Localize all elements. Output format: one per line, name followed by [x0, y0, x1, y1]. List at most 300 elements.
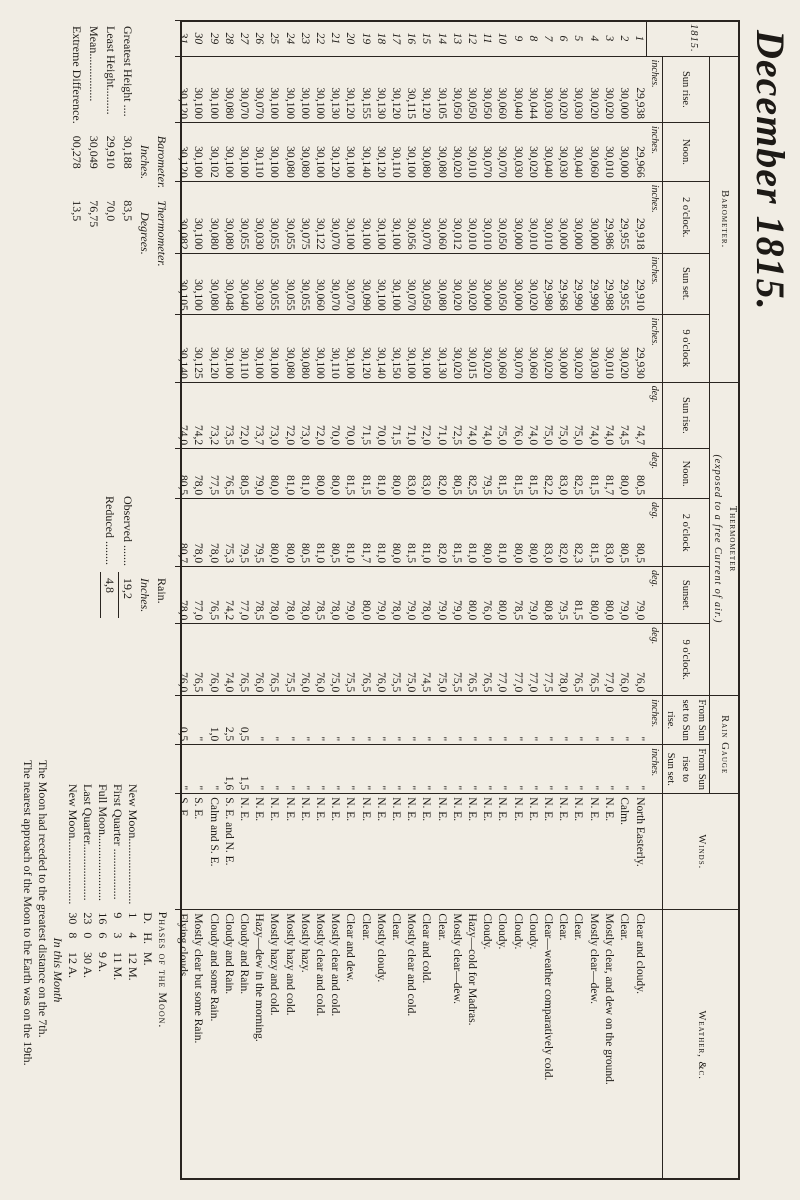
moon-phase-day: 30: [66, 912, 80, 925]
therm-9-cell: 75,0: [433, 624, 448, 696]
therm-sunset-cell: 77,0: [190, 567, 205, 624]
therm-noon-cell: 81,0: [281, 449, 296, 499]
unit-deg: deg.: [647, 567, 663, 624]
bar-9-cell: 30,130: [433, 314, 448, 382]
bar-2-cell: 30,010: [525, 181, 540, 253]
therm-noon-cell: 81,5: [342, 449, 357, 499]
day-cell: 12: [464, 21, 479, 57]
table-row: [509, 21, 524, 1181]
bar-2-cell: 30,070: [327, 181, 342, 253]
bar-sunrise-header: Sun rise.: [662, 56, 709, 122]
therm-9-cell: 76,5: [236, 624, 251, 696]
rain-night-cell: ": [601, 696, 616, 745]
wind-cell: N. E.: [251, 794, 266, 910]
rain-night-cell: ": [342, 696, 357, 745]
wind-cell: S. E.: [175, 794, 190, 910]
summary-therm-header: Thermometer.: [155, 200, 169, 267]
day-cell: 29: [205, 21, 220, 57]
unit-deg: deg.: [647, 624, 663, 696]
therm-noon-cell: 82,5: [464, 449, 479, 499]
bar-sunset-cell: 29,910: [631, 253, 647, 314]
rain-day-cell: ": [388, 745, 403, 794]
bar-2-cell: 30,010: [540, 181, 555, 253]
summary-label: Mean................: [87, 26, 101, 102]
wind-cell: S. E. and N. E.: [221, 794, 236, 910]
bar-noon-cell: 30,060: [585, 123, 600, 182]
weather-cell: Clear and dew.: [342, 910, 357, 1180]
therm-2-cell: 79,5: [251, 499, 266, 567]
bar-sunset-cell: 29,990: [570, 253, 585, 314]
bar-noon-cell: 30,120: [175, 123, 190, 182]
bar-sunrise-cell: 30,130: [373, 56, 388, 122]
weather-cell: Flying clouds.: [175, 910, 190, 1180]
day-cell: 25: [266, 21, 281, 57]
therm-sunset-cell: 78,0: [266, 567, 281, 624]
bar-sunrise-cell: 29,938: [631, 56, 647, 122]
rain-night-cell: ": [190, 696, 205, 745]
therm-2-cell: 81,7: [357, 499, 372, 567]
summary-bar-value: 29,910: [104, 135, 118, 169]
rain-day-cell: ": [631, 745, 647, 794]
therm-sunset-cell: 78,0: [175, 567, 190, 624]
rain-day-cell: ": [342, 745, 357, 794]
therm-noon-cell: 83,0: [418, 449, 433, 499]
table-row: [281, 21, 296, 1181]
rain-observed-value: 19,2: [121, 577, 135, 599]
therm-sunrise-cell: 70,0: [373, 382, 388, 448]
day-cell: 4: [585, 21, 600, 57]
bar-2-cell: 30,010: [464, 181, 479, 253]
bar-sunset-cell: 29,955: [616, 253, 631, 314]
bar-sunrise-cell: 30,030: [540, 56, 555, 122]
bar-sunrise-cell: 30,100: [297, 56, 312, 122]
bar-sunset-cell: 30,000: [479, 253, 494, 314]
table-row: [342, 21, 357, 1181]
unit-rain: inches.: [647, 696, 663, 745]
table-row: [388, 21, 403, 1181]
table-row: [540, 21, 555, 1181]
barometer-header: Barometer.: [709, 56, 740, 382]
bar-2-cell: 30,000: [585, 181, 600, 253]
therm-noon-cell: 81,5: [509, 449, 524, 499]
weather-cell: Clear.: [388, 910, 403, 1180]
bar-sunrise-cell: 30,044: [525, 56, 540, 122]
bar-9-cell: 30,110: [327, 314, 342, 382]
bar-2-cell: 30,082: [175, 181, 190, 253]
wind-cell: N. E.: [357, 794, 372, 910]
rain-night-cell: ": [509, 696, 524, 745]
bar-sunrise-cell: 30,100: [190, 56, 205, 122]
weather-cell: Cloudy.: [509, 910, 524, 1180]
wind-cell: N. E.: [479, 794, 494, 910]
moon-phase-hour: 4: [126, 932, 140, 939]
therm-noon-cell: 82,0: [433, 449, 448, 499]
rain-night-cell: 0,5: [236, 696, 251, 745]
unit-deg: deg.: [647, 449, 663, 499]
bar-noon-cell: 30,030: [555, 123, 570, 182]
weather-cell: Clear.: [357, 910, 372, 1180]
moon-phase-hour: 3: [111, 932, 125, 939]
therm-sunset-cell: 79,5: [555, 567, 570, 624]
therm-sunrise-cell: 73,0: [266, 382, 281, 448]
weather-cell: Cloudy and some Rain.: [205, 910, 220, 1180]
bar-9-cell: 30,020: [616, 314, 631, 382]
therm-sunset-cell: 79,0: [616, 567, 631, 624]
bar-2-cell: 30,055: [236, 181, 251, 253]
bar-sunrise-cell: 30,120: [418, 56, 433, 122]
therm-2-cell: 80,0: [266, 499, 281, 567]
therm-sunset-cell: 79,0: [631, 567, 647, 624]
table-row: [327, 21, 342, 1181]
bar-sunrise-cell: 30,100: [266, 56, 281, 122]
day-cell: 20: [342, 21, 357, 57]
therm-9-cell: 76,5: [190, 624, 205, 696]
wind-cell: Calm.: [616, 794, 631, 910]
bar-sunset-cell: 30,040: [236, 253, 251, 314]
weather-cell: Clear and cold.: [418, 910, 433, 1180]
summary-therm-value: 70,0: [104, 200, 118, 222]
therm-sunrise-cell: 74,7: [631, 382, 647, 448]
therm-sunset-cell: 80,8: [540, 567, 555, 624]
therm-sunrise-cell: 71,0: [433, 382, 448, 448]
therm-sunset-cell: 79,0: [525, 567, 540, 624]
wind-cell: N. E.: [433, 794, 448, 910]
table-row: [266, 21, 281, 1181]
therm-2-cell: 78,0: [190, 499, 205, 567]
bar-sunset-cell: 30,100: [388, 253, 403, 314]
moon-phase-row: [80, 780, 95, 985]
therm-9-cell: 76,0: [175, 624, 190, 696]
bar-2-cell: 30,000: [555, 181, 570, 253]
therm-sunrise-cell: 74,0: [601, 382, 616, 448]
rain-day-cell: ": [205, 745, 220, 794]
unit-inches: inches.: [647, 314, 663, 382]
therm-2-cell: 80,0: [479, 499, 494, 567]
therm-sunrise-cell: 72,0: [236, 382, 251, 448]
bar-9-cell: 29,930: [631, 314, 647, 382]
rain-night-header: From Sun set to Sun rise.: [662, 696, 709, 745]
bar-9-cell: 30,110: [236, 314, 251, 382]
bar-2-cell: 30,030: [251, 181, 266, 253]
bar-2-cell: 29,918: [631, 181, 647, 253]
bar-9-cell: 30,020: [479, 314, 494, 382]
bar-noon-cell: 30,010: [601, 123, 616, 182]
bar-9-cell: 30,080: [281, 314, 296, 382]
therm-noon-cell: 78,0: [190, 449, 205, 499]
therm-2-cell: 81,0: [464, 499, 479, 567]
rain-observed-label: Observed .......: [120, 496, 135, 566]
therm-2-cell: 81,0: [342, 499, 357, 567]
therm-sunset-cell: 79,0: [342, 567, 357, 624]
remark-line-1: The Moon had receded to the greatest distance on the 7th.: [36, 760, 50, 1038]
therm-sunset-cell: 79,0: [403, 567, 418, 624]
thermometer-subtitle: (exposed to a free Current of air.): [711, 454, 723, 624]
therm-noon-cell: 81,5: [494, 449, 509, 499]
table-row: [585, 21, 600, 1181]
table-row: [449, 21, 464, 1181]
bar-sunset-cell: 30,070: [327, 253, 342, 314]
bar-2-cell: 30,055: [281, 181, 296, 253]
table-row: [616, 21, 631, 1181]
moon-phase-day: 16: [96, 912, 110, 925]
day-cell: 23: [297, 21, 312, 57]
summary-row: [85, 20, 102, 273]
therm-noon-cell: 81,0: [297, 449, 312, 499]
bar-2-cell: 30,012: [449, 181, 464, 253]
therm-sunset-cell: 81,5: [570, 567, 585, 624]
therm-sunset-cell: 78,0: [327, 567, 342, 624]
bar-noon-cell: 30,080: [281, 123, 296, 182]
therm-9-cell: 75,5: [342, 624, 357, 696]
bar-2-cell: 30,010: [479, 181, 494, 253]
therm-2-cell: 81,0: [494, 499, 509, 567]
summary-therm-value: 83,5: [121, 200, 135, 222]
bar-noon-cell: 30,120: [327, 123, 342, 182]
summary-row: [119, 20, 136, 273]
rain-day-cell: 1,6: [221, 745, 236, 794]
weather-header: Weather, &c.: [662, 910, 740, 1180]
summary-bar-header: Barometer.: [155, 135, 169, 189]
bar-2-cell: 30,122: [312, 181, 327, 253]
bar-9-cell: 30,060: [494, 314, 509, 382]
bar-2-cell: 30,060: [433, 181, 448, 253]
unit-inches: inches.: [647, 181, 663, 253]
rain-night-cell: ": [312, 696, 327, 745]
therm-9-cell: 76,5: [585, 624, 600, 696]
rain-day-cell: ": [479, 745, 494, 794]
bar-sunrise-cell: 30,105: [433, 56, 448, 122]
bar-sunset-cell: 30,020: [449, 253, 464, 314]
bar-sunset-cell: 30,050: [494, 253, 509, 314]
unit-inches: inches.: [647, 56, 663, 122]
rain-day-cell: ": [616, 745, 631, 794]
moon-note: In this Month: [51, 937, 65, 1003]
therm-noon-cell: 80,5: [175, 449, 190, 499]
rain-day-cell: ": [540, 745, 555, 794]
rain-night-cell: ": [388, 696, 403, 745]
therm-sunrise-cell: 73,0: [297, 382, 312, 448]
therm-sunrise-cell: 75,0: [494, 382, 509, 448]
unit-deg: deg.: [647, 382, 663, 448]
bar-noon-cell: 30,100: [403, 123, 418, 182]
table-row: [525, 21, 540, 1181]
therm-sunrise-cell: 76,0: [509, 382, 524, 448]
day-cell: 14: [433, 21, 448, 57]
bar-sunset-cell: 30,030: [251, 253, 266, 314]
bar-sunrise-cell: 30,070: [251, 56, 266, 122]
therm-sunrise-cell: 75,0: [540, 382, 555, 448]
therm-noon-cell: 80,0: [327, 449, 342, 499]
rain-night-cell: ": [479, 696, 494, 745]
wind-cell: N. E.: [494, 794, 509, 910]
day-cell: 1: [631, 21, 647, 57]
bar-noon-cell: 30,000: [616, 123, 631, 182]
bar-sunset-cell: 29,968: [555, 253, 570, 314]
rain-day-cell: ": [555, 745, 570, 794]
rain-night-cell: ": [433, 696, 448, 745]
rain-night-cell: ": [266, 696, 281, 745]
bar-2-cell: 30,000: [509, 181, 524, 253]
table-row: [190, 21, 205, 1181]
weather-cell: Mostly hazy and cold.: [281, 910, 296, 1180]
rain-night-cell: ": [525, 696, 540, 745]
wind-cell: S. E.: [190, 794, 205, 910]
bar-sunset-cell: 30,080: [205, 253, 220, 314]
weather-cell: Clear—weather comparatively cold.: [540, 910, 555, 1180]
weather-cell: Mostly clear and cold.: [312, 910, 327, 1180]
therm-9-cell: 76,5: [570, 624, 585, 696]
bar-noon-cell: 29,966: [631, 123, 647, 182]
table-row: [297, 21, 312, 1181]
bar-2-cell: 30,080: [221, 181, 236, 253]
bar-9-cell: 30,140: [175, 314, 190, 382]
wind-cell: N. E.: [312, 794, 327, 910]
day-cell: 21: [327, 21, 342, 57]
rain-night-cell: ": [449, 696, 464, 745]
bar-9-cell: 30,100: [403, 314, 418, 382]
weather-cell: Mostly clear—dew.: [449, 910, 464, 1180]
moon-phase-hour: 6: [96, 932, 110, 939]
bar-9-cell: 30,100: [418, 314, 433, 382]
weather-cell: Cloudy and Rain.: [236, 910, 251, 1180]
bar-sunrise-cell: 30,100: [312, 56, 327, 122]
day-cell: 16: [403, 21, 418, 57]
therm-2-cell: 80,5: [297, 499, 312, 567]
therm-9-cell: 76,0: [373, 624, 388, 696]
wind-cell: N. E.: [449, 794, 464, 910]
therm-2-cell: 81,0: [373, 499, 388, 567]
bar-sunrise-cell: 30,120: [175, 56, 190, 122]
summary-bar-value: 00,278: [70, 135, 84, 169]
rain-night-cell: ": [616, 696, 631, 745]
therm-2-cell: 80,7: [175, 499, 190, 567]
therm-9-cell: 75,5: [388, 624, 403, 696]
bar-sunrise-cell: 30,020: [585, 56, 600, 122]
weather-cell: Cloudy.: [479, 910, 494, 1180]
table-row: [373, 21, 388, 1181]
rain-night-cell: ": [585, 696, 600, 745]
wind-cell: N. E.: [570, 794, 585, 910]
bar-9-cell: 30,100: [221, 314, 236, 382]
therm-sunset-header: Sunset.: [662, 567, 709, 624]
bar-sunrise-cell: 30,050: [449, 56, 464, 122]
therm-sunset-cell: 74,2: [221, 567, 236, 624]
summary-label: Greatest Height ....: [121, 26, 135, 117]
rain-night-cell: ": [297, 696, 312, 745]
rain-night-cell: 1,0: [205, 696, 220, 745]
table-row: [251, 21, 266, 1181]
therm-sunrise-cell: 74,5: [616, 382, 631, 448]
moon-phase-day: 23: [81, 912, 95, 925]
therm-sunset-cell: 78,5: [509, 567, 524, 624]
bar-sunset-cell: 30,070: [342, 253, 357, 314]
bar-sunset-cell: 30,048: [221, 253, 236, 314]
therm-2-cell: 80,0: [509, 499, 524, 567]
bar-9-cell: 30,010: [601, 314, 616, 382]
rain-day-cell: ": [585, 745, 600, 794]
rain-day-cell: 1,5: [236, 745, 251, 794]
bar-sunset-cell: 30,105: [175, 253, 190, 314]
bar-9-cell: 30,120: [357, 314, 372, 382]
bar-sunrise-cell: 30,155: [357, 56, 372, 122]
therm-9-cell: 76,5: [266, 624, 281, 696]
therm-2-cell: 75,3: [221, 499, 236, 567]
moon-phase-day: 1: [126, 912, 140, 919]
day-cell: 15: [418, 21, 433, 57]
bar-sunset-cell: 30,100: [190, 253, 205, 314]
bar-noon-cell: 30,102: [205, 123, 220, 182]
rain-night-cell: ": [418, 696, 433, 745]
bar-9-cell: 30,080: [297, 314, 312, 382]
bar-sunrise-cell: 30,030: [570, 56, 585, 122]
bar-noon-cell: 30,100: [342, 123, 357, 182]
therm-sunset-cell: 78,5: [251, 567, 266, 624]
bar-sunrise-cell: 30,050: [479, 56, 494, 122]
therm-sunrise-cell: 74,0: [525, 382, 540, 448]
unit-rain: inches.: [647, 745, 663, 794]
therm-noon-cell: 80,5: [449, 449, 464, 499]
therm-noon-cell: 83,0: [403, 449, 418, 499]
summary-label: Least Height.........: [104, 26, 118, 115]
bar-sunset-cell: 29,990: [585, 253, 600, 314]
therm-sunset-cell: 78,5: [312, 567, 327, 624]
therm-sunrise-cell: 75,0: [570, 382, 585, 448]
therm-2-cell: 78,0: [205, 499, 220, 567]
therm-sunrise-cell: 72,0: [312, 382, 327, 448]
therm-sunrise-cell: 72,5: [449, 382, 464, 448]
day-cell: 10: [494, 21, 509, 57]
therm-2-cell: 80,0: [281, 499, 296, 567]
therm-sunrise-cell: 73,2: [205, 382, 220, 448]
bar-9-cell: 30,020: [540, 314, 555, 382]
table-row: [601, 21, 616, 1181]
weather-cell: Hazy—dew in the morning.: [251, 910, 266, 1180]
therm-2-header: 2 o'clock: [662, 499, 709, 567]
day-cell: 26: [251, 21, 266, 57]
moon-phase-minute: 11 M.: [111, 952, 125, 981]
table-row: [221, 21, 236, 1181]
thermometer-header: [709, 382, 740, 696]
bar-2-cell: 29,955: [616, 181, 631, 253]
summary-label: Extreme Difference.: [70, 26, 84, 124]
bar-sunset-cell: 29,988: [601, 253, 616, 314]
bar-sunrise-cell: 30,100: [281, 56, 296, 122]
therm-sunrise-cell: 73,5: [221, 382, 236, 448]
therm-sunset-cell: 79,0: [373, 567, 388, 624]
bar-9-cell: 30,150: [388, 314, 403, 382]
therm-sunrise-cell: 70,0: [327, 382, 342, 448]
rain-night-cell: ": [494, 696, 509, 745]
table-row: [433, 21, 448, 1181]
therm-2-cell: 83,0: [601, 499, 616, 567]
therm-noon-cell: 80,0: [312, 449, 327, 499]
therm-9-cell: 76,5: [479, 624, 494, 696]
rain-day-cell: ": [449, 745, 464, 794]
bar-9-cell: 30,100: [342, 314, 357, 382]
page-title: December 1815.: [748, 30, 793, 311]
bar-sunset-header: Sun set.: [662, 253, 709, 314]
therm-9-cell: 76,5: [464, 624, 479, 696]
wind-cell: N. E.: [540, 794, 555, 910]
bar-sunrise-cell: 30,120: [388, 56, 403, 122]
wind-cell: N. E.: [555, 794, 570, 910]
bar-sunset-cell: 30,055: [281, 253, 296, 314]
bar-noon-cell: 30,100: [312, 123, 327, 182]
therm-9-cell: 75,5: [281, 624, 296, 696]
bar-noon-cell: 30,020: [449, 123, 464, 182]
therm-sunset-cell: 79,0: [433, 567, 448, 624]
rain-night-cell: 0,5: [175, 696, 190, 745]
